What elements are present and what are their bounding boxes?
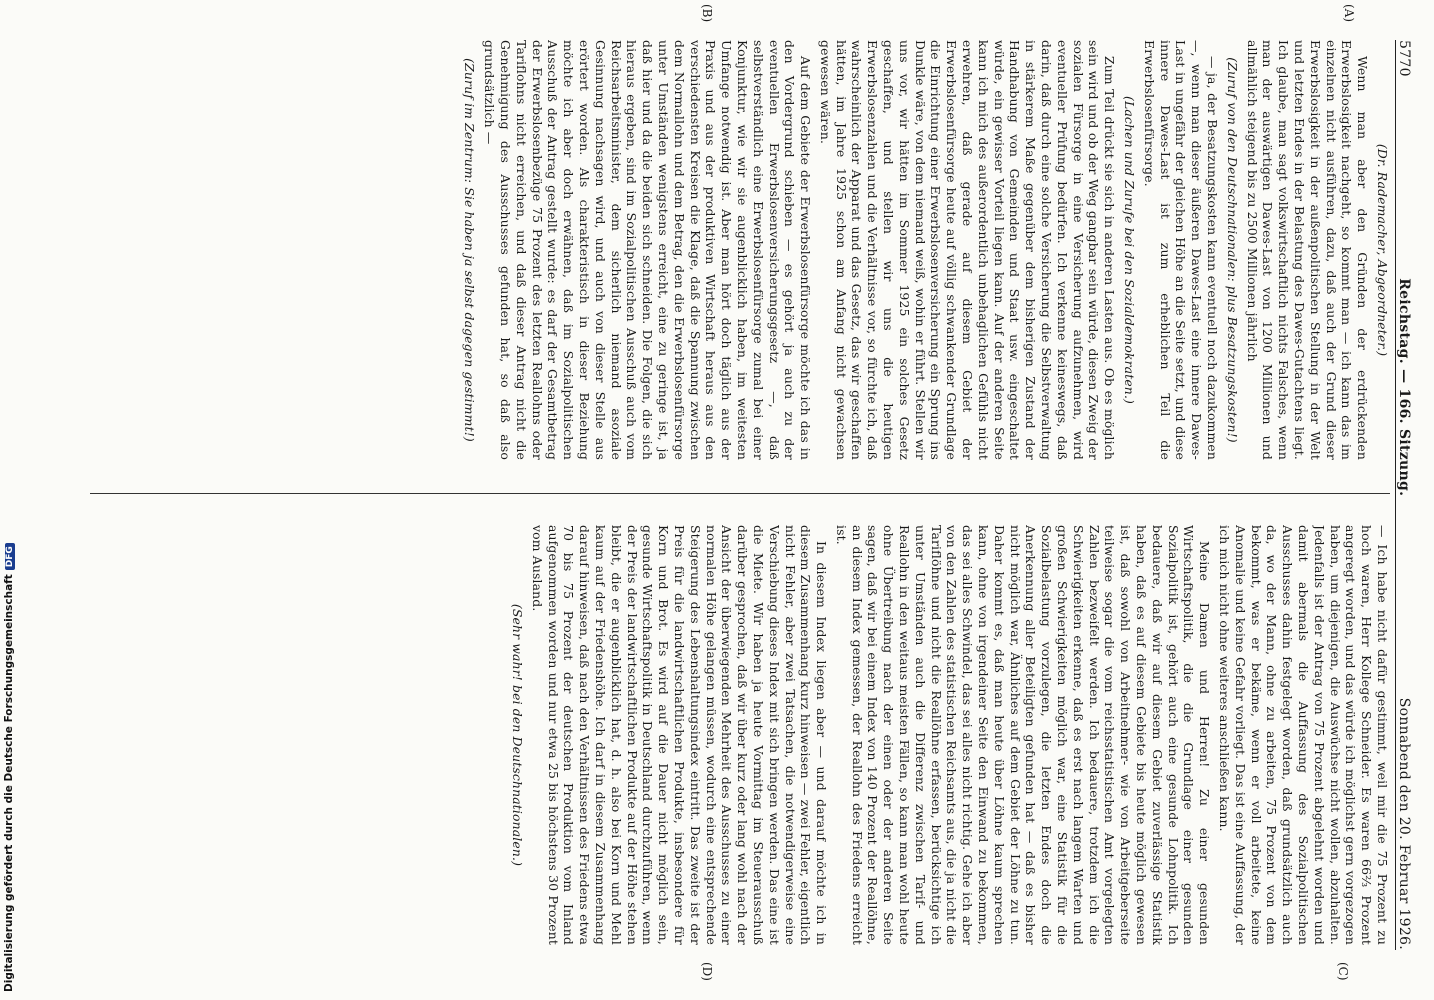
paragraph: Meine Damen und Herren! Zu einer gesunden Wirtschaftspolitik, die die Grundlage einer gesunden Sozialpolitik ist, gehört auch eine gesunde Lohnpolitik. Ich bedauere, daß wir auf diesem Gebiet zuverlässige Statistik haben, daß es auf diesem Gebiete bis heute möglich gewesen ist, daß sowohl von Arbeitnehmer- wie von Arbeitgeberseite teilweise sogar die vom reichsstatistischen Amt vorgelegten Zahlen bezweifelt werden. Ich bedauere, trotzdem ich die Schwierigkeiten erkenne, daß es erst nach langem Warten und großen Schwierigkeiten möglich war, eine Statistik für die Sozialbelastung vorzulegen, die letzten Endes doch die Anerkennung aller Beteiligten gefunden hat — daß es bisher nicht möglich war, Ähnliches auf dem Gebiet der Löhne zu tun. Daher kommt es, daß man heute über Löhne kaum sprechen kann, ohne von irgendeiner Seite den Einwand zu bekommen, das sei alles Schwindel, das sei alles nicht richtig. Gehe ich aber von den Zahlen des statistischen Reichsamts aus, die ja nicht die Tariflöhne und nicht die Reallöhne erfassen, berücksichtige ich unter Umständen auch die Differenz zwischen Tarif- und Reallohn in den weitaus meisten Fällen, so kann man wohl heute ohne Übertreibung nach der einen oder der anderen Seite sagen, daß wir bei einem Index von 140 Prozent der Reallöhne, an diesem Index gemessen, der Reallohn des Friedens erreicht ist. <box>833 525 1213 945</box>
dfg-logo: DFG <box>5 543 15 570</box>
interjection: (Zuruf im Zentrum: Sie haben ja selbst dagegen gestimmt!) <box>462 58 478 442</box>
page-header <box>1395 40 1426 950</box>
session-title: Reichstag. — 166. Sitzung. <box>1396 278 1412 497</box>
margin-marker-d: (D) <box>700 962 714 981</box>
interjection: (Zuruf von den Deutschnationalen: plus Besatzungskosten!) <box>1224 57 1240 443</box>
paragraph: — ja, der Besatzungskosten kann eventuell noch dazukommen —, wenn man dieser äußeren Dawes-Last eine innere Dawes-Last in ungefähr der gleichen Höhe an die Seite setzt, und diese innere Dawes-Last ist zum erheblichen Teil die Erwerbslosenfürsorge. <box>1141 40 1221 460</box>
session-date: Sonnabend den 20. Februar 1926. <box>1396 697 1412 950</box>
right-text-column <box>210 525 1390 945</box>
paragraph: — Ich habe nicht dafür gestimmt, weil mir die 75 Prozent zu hoch waren, Herr Kollege Schneider. Es waren 66⅔ Prozent angeregt worden, und das würde ich möglichst gern vorgezogen haben, um diejenigen, die Auswüchse nicht wollen, abzuhalten. Jedenfalls ist der Antrag von 75 Prozent abgelehnt worden und damit abermals die Auffassung des Sozialpolitischen Ausschusses dahin festgelegt worden, daß grundsätzlich auch da, wo der Mann, ohne zu arbeiten, 75 Prozent von dem bekommt, was er bekäme, wenn er voll arbeitete, keine Anomalie und keine Gefahr vorliegt. Das ist eine Auffassung, der ich mich nicht ohne weiteres anschließen kann. <box>1217 525 1390 945</box>
margin-marker-b: (B) <box>700 4 714 23</box>
interjection: (Lachen und Zurufe bei den Sozialdemokraten.) <box>1122 95 1138 405</box>
funding-note: Digitalisierung gefördert durch die Deutsche Forschungsgemeinschaft <box>3 574 15 992</box>
paragraph: Zum Teil drückt sie sich in anderen Lasten aus. Ob es möglich sein wird und ob der Weg gangbar sein würde, diesen Zweig der sozialen Fürsorge in eine Versicherung aufzunehmen, wird eventueller Prüfung bedürfen. Ich verkenne keineswegs, daß darin, daß durch eine solche Versicherung die Selbstverwaltung in stärkerem Maße gegenüber dem bisherigen Zustand der Handhabung von Gemeinden und Staat usw. eingeschaltet würde, ein gewisser Vorteil liegen kann. Auf der anderen Seite kann ich mich des außerordentlich unbehaglichen Gefühls nicht erwehren, daß gerade auf diesem Gebiet der Erwerbslosenfürsorge heute auf völlig schwankender Grundlage die Einrichtung einer Erwerbslosenversicherung ein Sprung ins Dunkle wäre, von dem niemand weiß, wohin er führt. Stellen wir uns vor, wir hätten im Sommer 1925 ein solches Gesetz geschaffen, und stellen wir uns die heutigen Erwerbslosenzahlen und die Verhältnisse vor, so fürchte ich, daß wahrscheinlich der Apparat und das Gesetz, das wir geschaffen hätten, im Jahre 1925 schon am Anfang nicht gewachsen gewesen wären. <box>817 40 1118 460</box>
margin-marker-c: (C) <box>1336 962 1350 981</box>
margin-marker-a: (A) <box>1342 4 1356 23</box>
column-divider <box>90 493 1390 494</box>
paragraph: Wenn man aber den Gründen der erdrückenden Erwerbslosigkeit nachgeht, so kommt man — ich kann das im einzelnen nicht ausführen, dazu, daß auch der Grund dieser Erwerbslosigkeit in der außenpolitischen Stellung in der Welt und letzten Endes in der Belastung des Dawes-Gutachtens liegt. Ich glaube, man sagt volkswirtschaftlich nichts Falsches, wenn man der auswärtigen Dawes-Last von 1200 Millionen und allmählich steigend bis zu 2500 Millionen jährlich <box>1244 40 1371 460</box>
interjection: (Sehr wahr! bei den Deutschnationalen.) <box>509 603 525 867</box>
paragraph: In diesem Index liegen aber — und darauf möchte ich in diesem Zusammenhang kurz hinweisen — zwei Fehler, eigentlich nicht Fehler, aber zwei Tatsachen, die notwendigerweise eine Verschiebung dieses Index mit sich bringen werden. Das eine ist die Miete. Wir haben ja heute Vormittag im Steuerausschuß darüber gesprochen, daß wir über kurz oder lang wohl nach der Ansicht der überwiegenden Mehrheit des Ausschusses zu einer normalen Höhe gelangen müssen, wodurch eine entsprechende Steigerung des Lebenshaltungsindex eintritt. Das zweite ist der Preis für die landwirtschaftlichen Produkte, insbesondere für Korn und Brot. Es wird auf die Dauer nicht möglich sein, gesunde Wirtschaftspolitik in Deutschland durchzuführen, wenn der Preis der landwirtschaftlichen Produkte auf der Höhe stehen bleibt, die er augenblicklich hat, d. h. also bei Korn und Mehl kaum auf der Friedenshöhe. Ich darf in diesem Zusammenhang darauf hinweisen, daß nach den Verhältnissen des Friedens etwa 70 bis 75 Prozent der deutschen Produktion vom Inland aufgenommen worden und nur etwa 25 bis höchstens 30 Prozent vom Ausland. <box>529 525 830 945</box>
speaker-line: (Dr. Rademacher, Abgeordneter.) <box>1375 143 1390 357</box>
digitization-footer <box>0 0 16 1000</box>
left-text-column <box>210 40 1390 460</box>
page-number: 5770 <box>1396 40 1412 77</box>
paragraph: Auf dem Gebiete der Erwerbslosenfürsorge möchte ich das in den Vordergrund schieben — es gehört ja auch zu der eventuellen Erwerbslosenversicherungsgesetz —, daß selbstverständlich eine Erwerbslosenfürsorge zumal bei einer Konjunktur, wie wir sie augenblicklich haben, im weitesten Umfange notwendig ist. Aber man hört doch täglich aus der Praxis und aus der produktiven Wirtschaft heraus aus den verschiedensten Kreisen die Klage, daß die Spannung zwischen dem Normallohn und dem Betrag, den die Erwerbslosenfürsorge unter Umständen wenigstens erreicht, eine zu geringe ist, ja daß hier und da die beiden sich schneiden. Die Folgen, die sich hieraus ergeben, sind im Sozialpolitischen Ausschuß auch vom Reichsarbeitsminister, dem sicherlich niemand asoziale Gesinnung nachsagen wird, und auch von dieser Stelle aus erörtert worden. Als charakteristisch in dieser Beziehung möchte ich aber doch erwähnen, daß im Sozialpolitischen Ausschuß der Antrag gestellt wurde: es darf der Gesamtbetrag der Erwerbslosenbezüge 75 Prozent des letzten Reallohns oder Tariflohns nicht erreichen, und daß dieser Antrag nicht die Genehmigung des Ausschusses gefunden hat, so daß also grundsätzlich — <box>482 40 814 460</box>
